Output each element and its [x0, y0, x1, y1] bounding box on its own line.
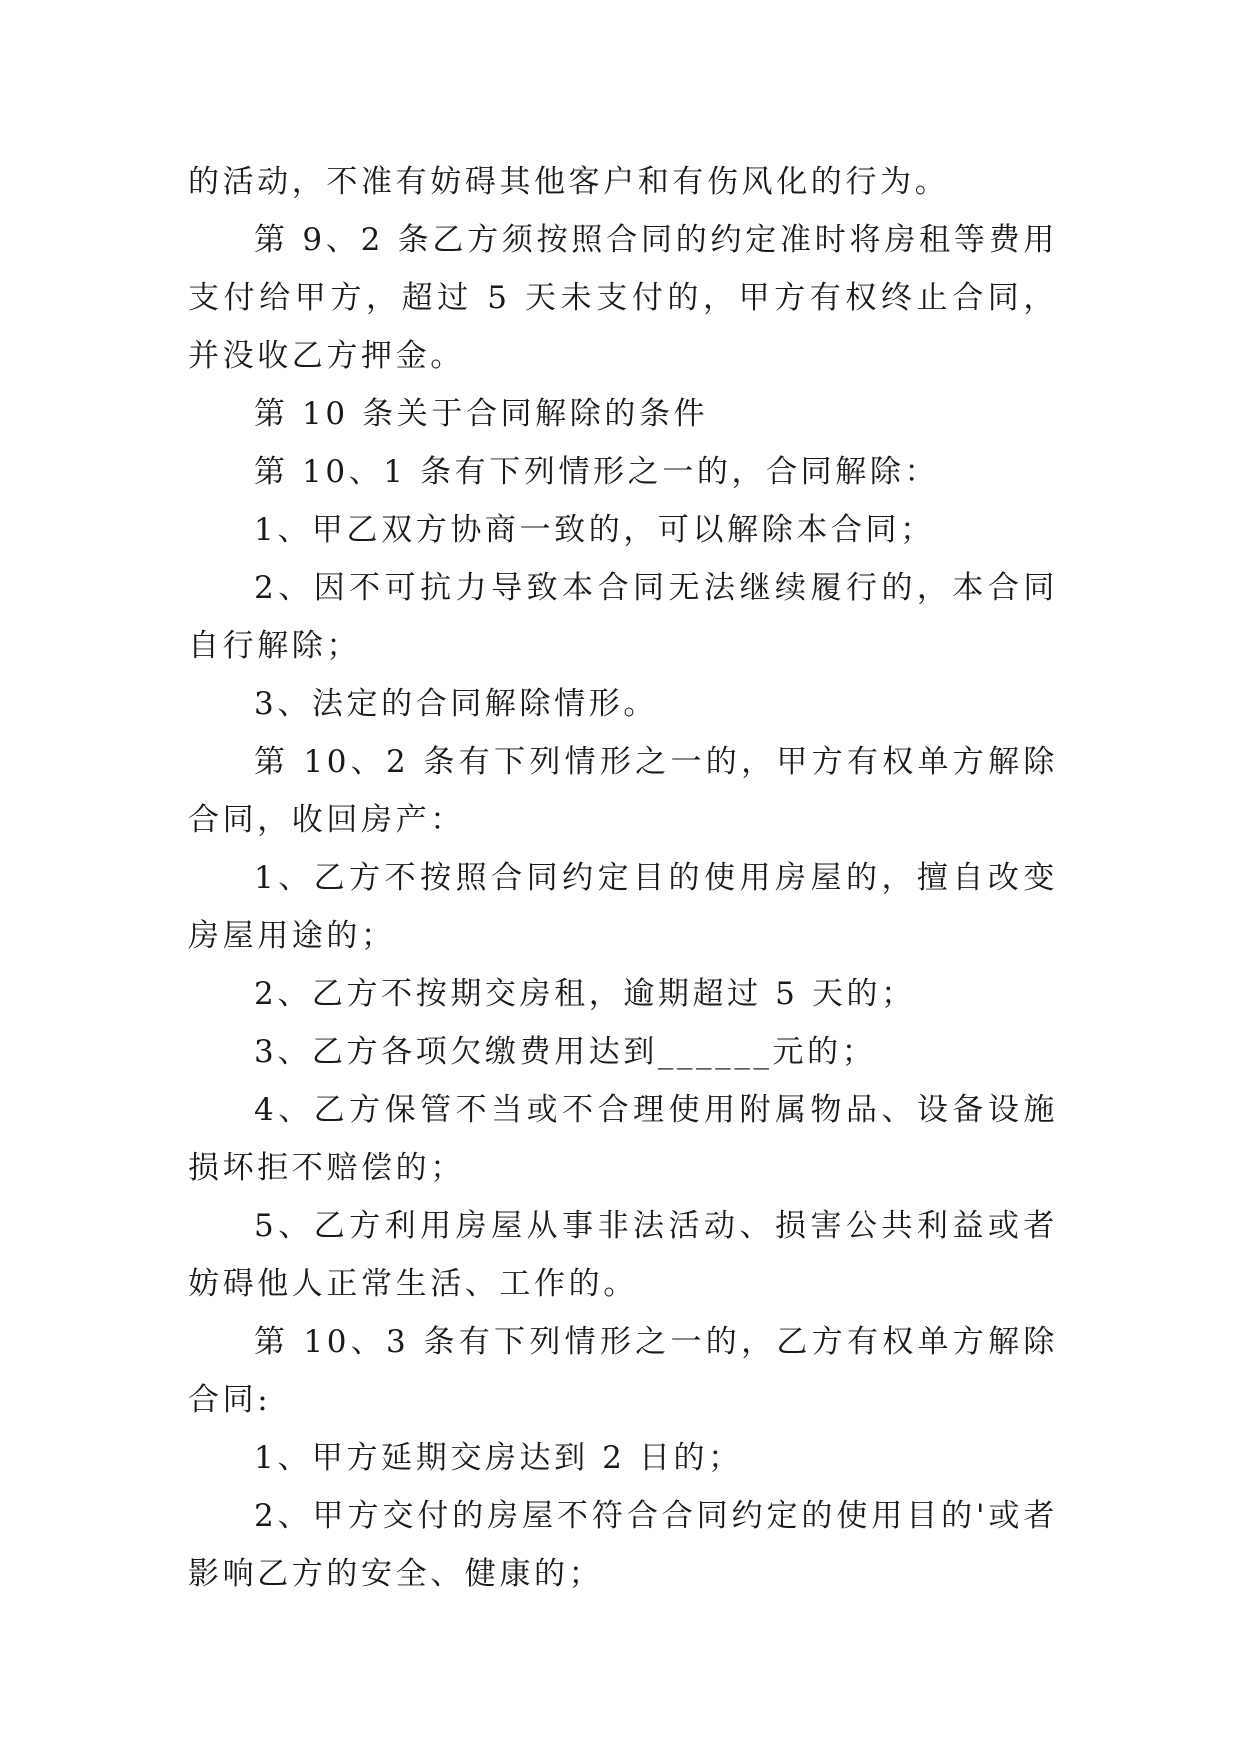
list-item: 1、甲方延期交房达到 2 日的；: [254, 1440, 743, 1476]
list-item: 3、乙方各项欠缴费用达到______元的；: [254, 1034, 877, 1070]
list-item: 2、乙方不按期交房租，逾期超过 5 天的；: [254, 976, 916, 1012]
paragraph-2: 第 9、2 条乙方须按照合同的约定准时将房租等费用支付给甲方，超过 5 天未支付的，甲方有权终止合同，并没收乙方押金。: [188, 222, 1058, 374]
list-item: 2、因不可抗力导致本合同无法继续履行的，本合同自行解除；: [188, 570, 1058, 664]
list-item: 2、甲方交付的房屋不符合合同约定的使用目的'或者影响乙方的安全、健康的；: [188, 1498, 1058, 1592]
list-item: 5、乙方利用房屋从事非法活动、损害公共利益或者妨碍他人正常生活、工作的。: [188, 1208, 1058, 1302]
document-page: [188, 153, 1058, 1603]
paragraph-14: 第 10、3 条有下列情形之一的，乙方有权单方解除合同:: [188, 1324, 1058, 1418]
paragraph-4: 第 10、1 条有下列情形之一的，合同解除：: [254, 454, 940, 490]
list-item: 1、乙方不按照合同约定目的使用房屋的，擅自改变房屋用途的；: [188, 860, 1058, 954]
list-item: 3、法定的合同解除情形。: [254, 686, 658, 722]
list-item: 1、甲乙双方协商一致的，可以解除本合同；: [254, 512, 935, 548]
paragraph-8: 第 10、2 条有下列情形之一的，甲方有权单方解除合同，收回房产：: [188, 744, 1058, 838]
paragraph-1: 的活动，不准有妨碍其他客户和有伤风化的行为。: [188, 164, 950, 200]
list-item: 4、乙方保管不当或不合理使用附属物品、设备设施损坏拒不赔偿的；: [188, 1092, 1058, 1186]
section-heading: 第 10 条关于合同解除的条件: [254, 396, 709, 432]
